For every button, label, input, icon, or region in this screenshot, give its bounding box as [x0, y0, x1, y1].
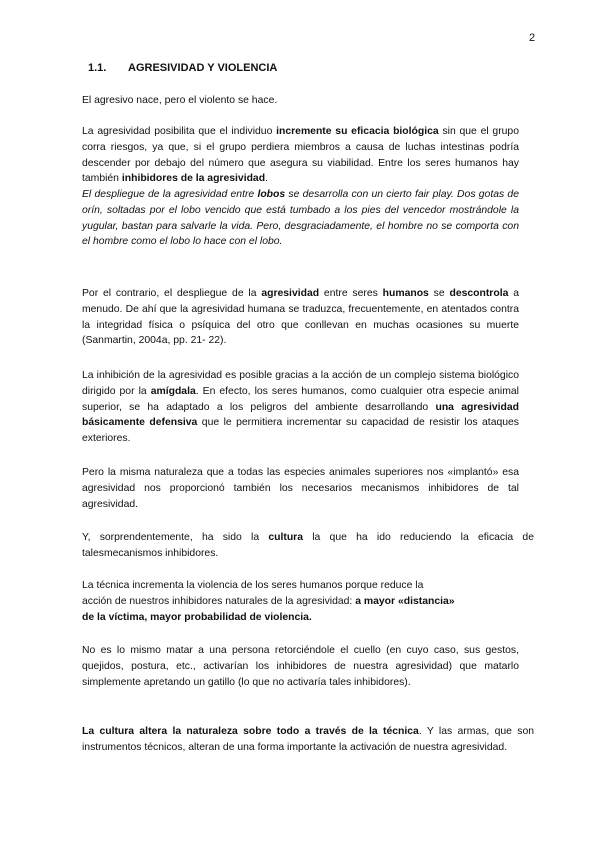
- text-run: que le permitiera incrementar su capacidad de resistir los ataques exteriores.: [82, 417, 520, 445]
- paragraph-cultura: [82, 530, 534, 562]
- section-heading: [88, 62, 277, 74]
- text-run: acción de nuestros inhibidores naturales de la agresividad:: [82, 595, 356, 607]
- paragraph-gatillo: No es lo mismo matar a una persona retorciéndole el cuello (en cuyo caso, sus gestos, quejidos, postura, etc., activarían los inhibidores de nuestra agresividad) que matarlo simplemente apretando un gatillo (lo que no activaría tales inhibidores).: [82, 645, 519, 688]
- text-run: se: [428, 288, 450, 299]
- text-run: . En efecto, los seres humanos, como cualquier otra especie animal superior, se ha adaptado a los peligros del ambiente desarrollando: [82, 385, 519, 413]
- bold-text: cultura: [268, 532, 303, 543]
- text-run: La inhibición de la agresividad es posible gracias a la acción de un complejo sistema biológico dirigido por la: [82, 370, 519, 397]
- text-run: El despliegue de la agresividad entre: [82, 189, 258, 200]
- paragraph-lobos: [82, 187, 519, 250]
- bold-text: La cultura altera la naturaleza sobre todo a través de la técnica: [82, 726, 419, 737]
- text-line: La técnica incrementa la violencia de los seres humanos porque reduce la: [82, 580, 424, 591]
- text-run: la que ha ido reduciendo la eficacia de talesmecanismos inhibidores.: [82, 532, 534, 559]
- text-run: sin que el grupo corra riesgos, ya que, si el grupo perdiera miembros a causa de luchas intestinas podría descender por debajo del número que asegura su viabilidad. Entre los seres humanos hay también: [82, 126, 519, 185]
- bold-text: incremente su eficacia biológica: [276, 126, 439, 137]
- text-line: [82, 594, 519, 610]
- paragraph-tecnica: [82, 578, 519, 625]
- text-run: . Y las armas, que son instrumentos técnicos, alteran de una forma importante la activación de nuestra agresividad.: [82, 726, 534, 753]
- paragraph-humanos: [82, 286, 519, 349]
- bold-text: amígdala: [150, 385, 196, 397]
- bold-text: inhibidores de la agresividad: [121, 173, 266, 185]
- text-run: Por el contrario, el despliegue de la: [82, 288, 262, 299]
- text-run: .: [265, 173, 268, 185]
- bold-text: de la víctima, mayor probabilidad de violencia.: [82, 611, 312, 623]
- text-run: Y, sorprendentemente, ha sido la: [82, 532, 269, 543]
- paragraph-armas: [82, 724, 534, 756]
- bold-text: humanos: [382, 288, 429, 299]
- paragraph-agresividad-biologica: [82, 124, 519, 187]
- text-run: entre seres: [319, 288, 383, 299]
- bold-text: lobos: [257, 189, 286, 200]
- section-number: 1.1.: [88, 62, 107, 74]
- bold-text: a mayor «distancia»: [355, 595, 455, 607]
- text-run: a menudo. De ahí que la agresividad humana se traduzca, frecuentemente, en atentados contra la integridad física o psíquica del otro que conllevan en muchas ocasiones su muerte (Sanmartin, 2004a, pp. 21- 22).: [82, 288, 519, 347]
- paragraph-naturaleza: Pero la misma naturaleza que a todas las especies animales superiores nos «implantó» esa agresividad nos proporcionó también los necesarios mecanismos inhibidores de tal agresividad.: [82, 467, 519, 510]
- paragraph-intro: El agresivo nace, pero el violento se hace.: [82, 95, 278, 106]
- paragraph-inhibicion: [82, 368, 519, 447]
- bold-text: descontrola: [449, 288, 509, 299]
- bold-text: agresividad: [261, 288, 320, 299]
- section-title: AGRESIVIDAD Y VIOLENCIA: [128, 62, 278, 74]
- text-run: La agresividad posibilita que el individuo: [82, 126, 277, 137]
- page-number: 2: [529, 32, 536, 44]
- text-run: se desarrolla con un cierto fair play. Dos gotas de orín, soltadas por el lobo vencido que está tumbado a los pies del vencedor mostrándole la yugular, bastan para salvarle la vida. Pero, desgraciadamente, el hombre no se comporta con el hombre como el lobo lo hace con el lobo.: [82, 189, 519, 248]
- bold-text: una agresividad básicamente defensiva: [82, 401, 519, 429]
